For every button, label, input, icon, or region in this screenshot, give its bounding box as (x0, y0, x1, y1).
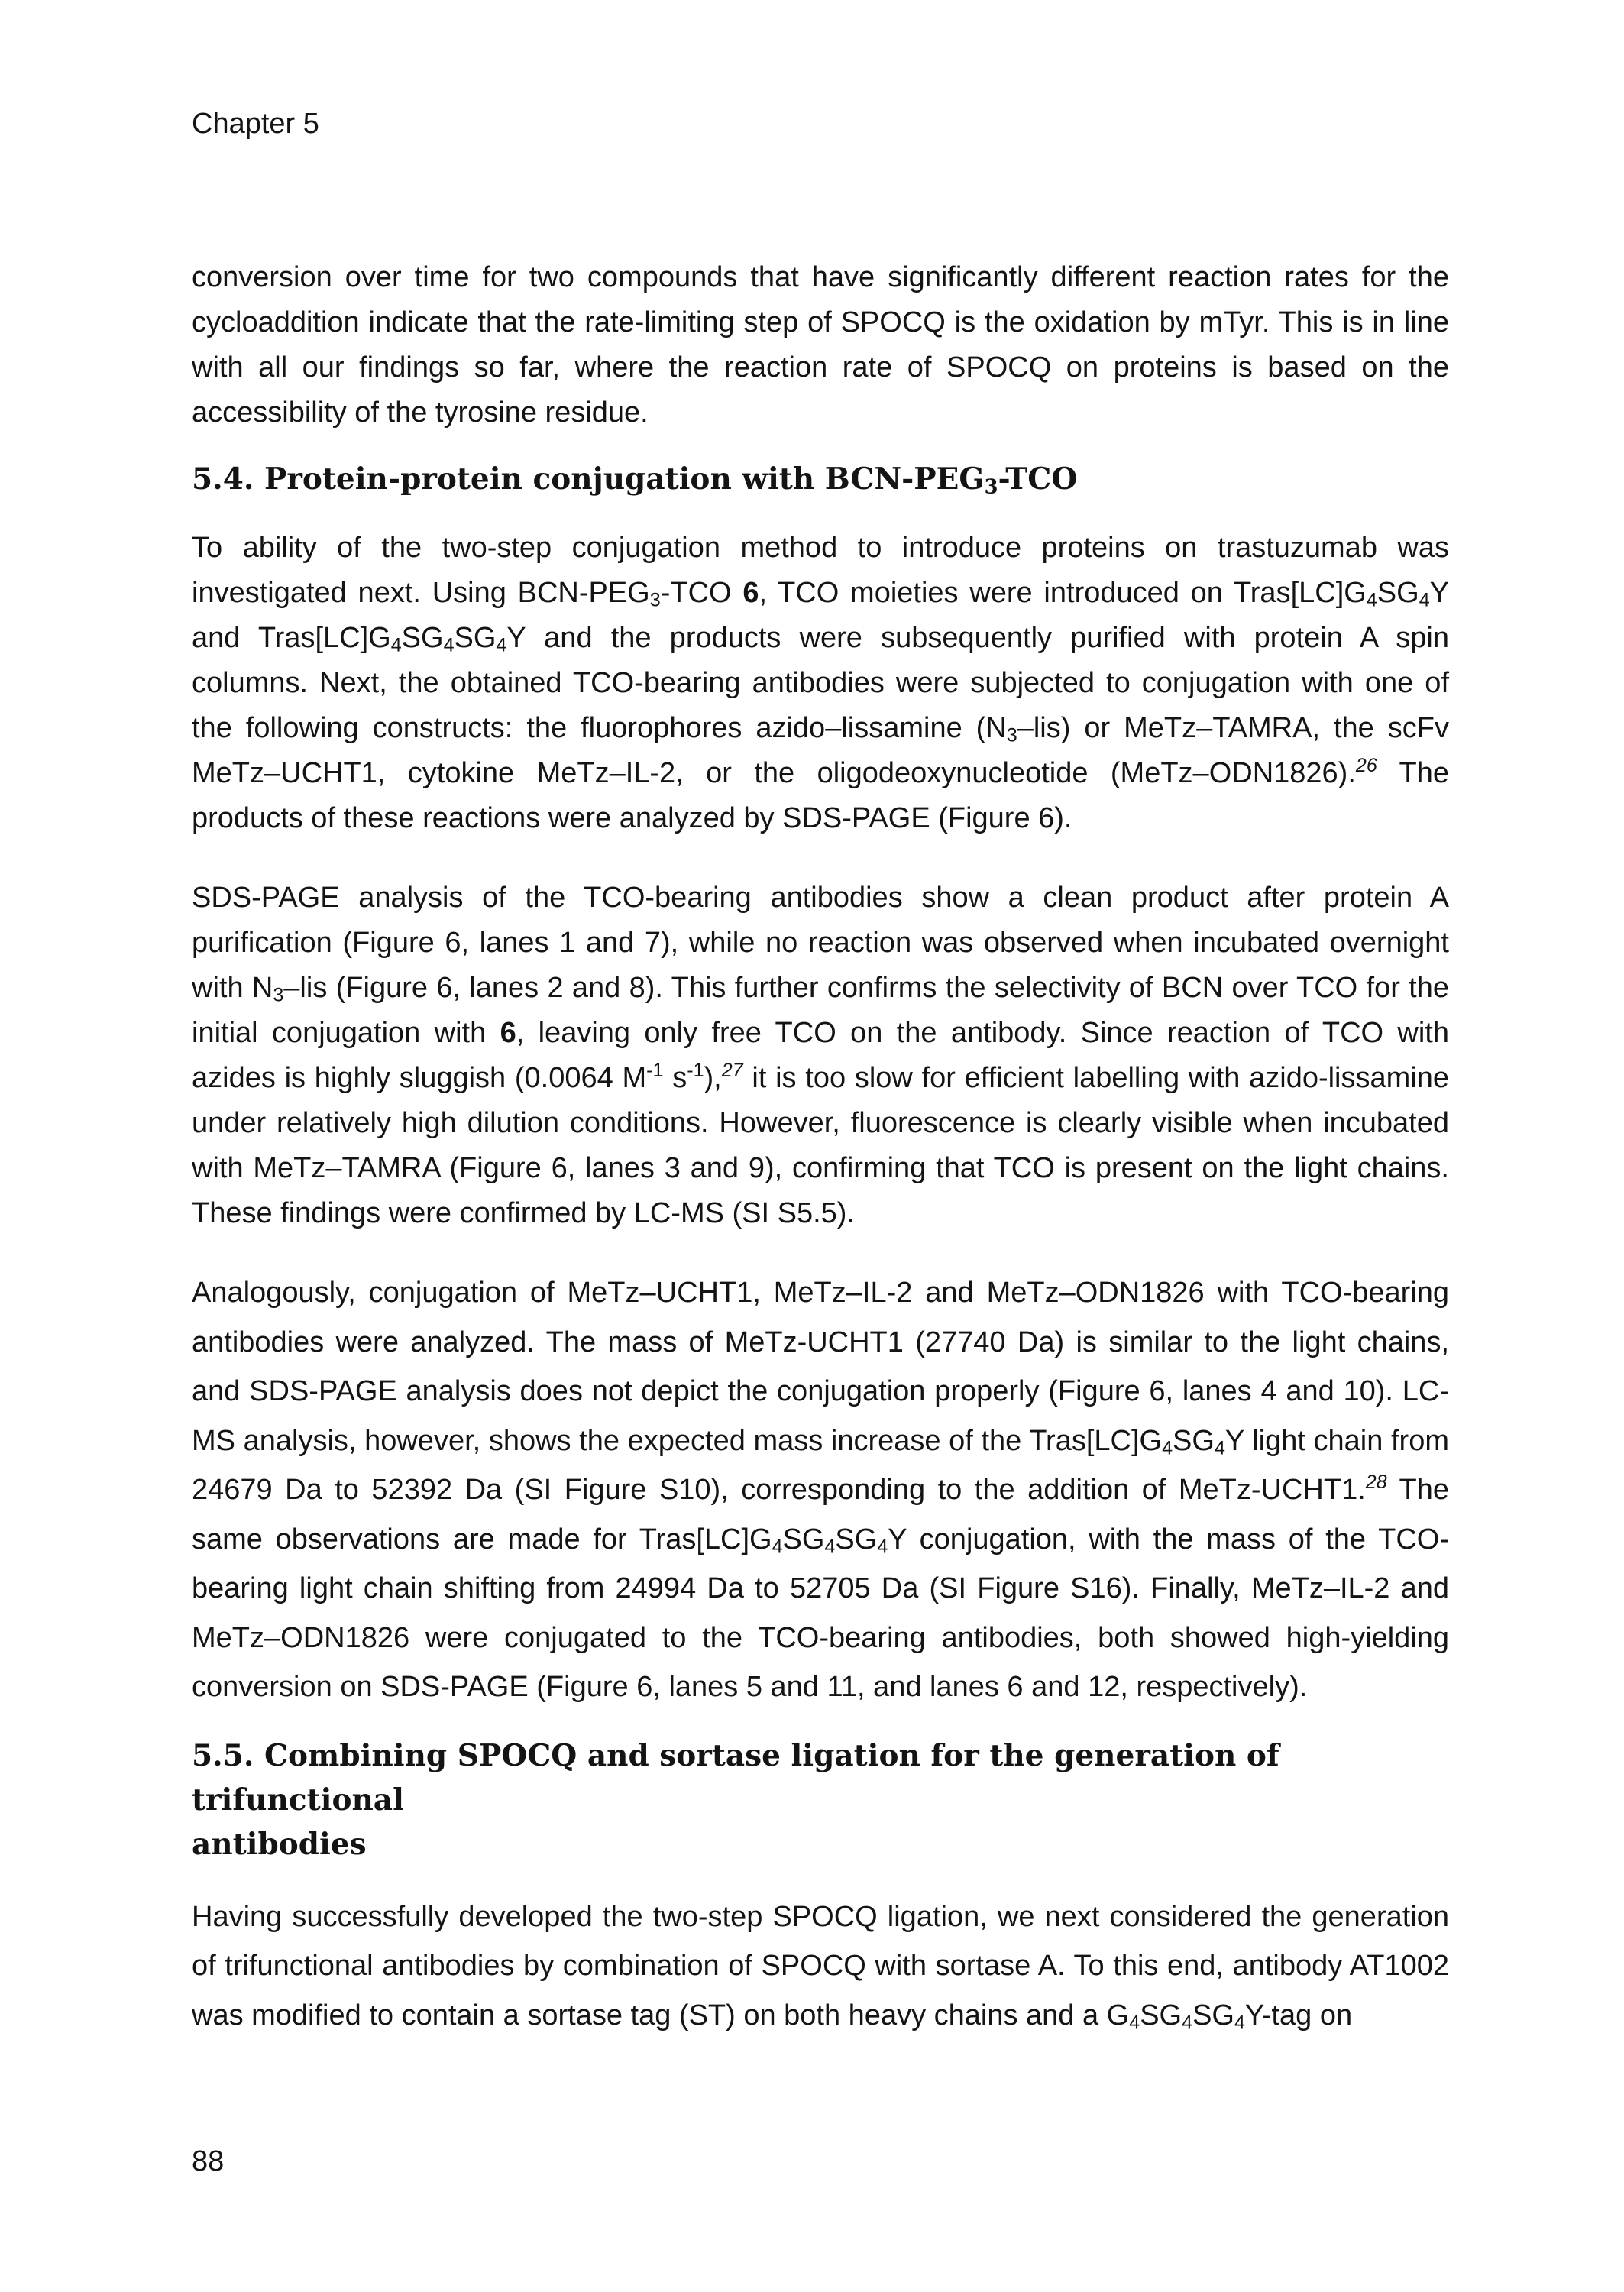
section-heading-5-5: 5.5. Combining SPOCQ and sortase ligation for the generation of trifunctional antibodies (192, 1737, 1279, 1862)
citation-28: 28 (1365, 1471, 1387, 1494)
page-number: 88 (192, 2145, 225, 2177)
citation-27: 27 (721, 1060, 743, 1082)
chapter-header: Chapter 5 (192, 108, 319, 140)
paragraph-trifunctional-antibodies: Having successfully developed the two-step SPOCQ ligation, we next considered the generation of trifunctional antibodies by combination of SPOCQ with sortase A. To this end, antibody AT1002 was modified to contain a sortase tag (ST) on both heavy chains and a $G_4SG_4SG_4Y$-tag on (192, 1900, 1449, 2034)
section-heading-5-4: 5.4. Protein-protein conjugation with BCN-$PEG_3$-TCO (192, 461, 1078, 499)
paragraph-sds-page-analysis: SDS-PAGE analysis of the TCO-bearing antibodies show a clean product after protein A purification (Figure 6, lanes 1 and 7), while no reaction was observed when incubated overnight with $N_3$–lis (Figure 6, lanes 2 and 8). This further confirms the selectivity of BCN over TCO for the initial conjugation with 6, leaving only free TCO on the antibody. Since reaction of TCO with azides is highly sluggish (0.0064 $M^{-1}$ $s^{-1}),^{27}$ it is too slow for efficient labelling with azido-lissamine under relatively high dilution conditions. However, fluorescence is clearly visible when incubated with MeTz–TAMRA (Figure 6, lanes 3 and 9), confirming that TCO is present on the light chains. These findings were confirmed by LC-MS (SI S5.5). (192, 882, 1450, 1229)
paragraph-analogous-conjugation: Analogously, conjugation of MeTz–UCHT1, MeTz–IL-2 and MeTz–ODN1826 with TCO-bearing antibodies were analyzed. The mass of MeTz-UCHT1 (27740 Da) is similar to the light chains, and SDS-PAGE analysis does not depict the conjugation properly (Figure 6, lanes 4 and 10). LC-MS analysis, however, shows the expected mass increase of the $Tras[LC]G_4SG_4Y$ light chain from 24679 Da to 52392 Da (SI Figure S10), corresponding to the addition of MeTz-UCHT1.28 The same observations are made for $Tras[LC]G_4SG_4SG_4Y$ conjugation, with the mass of the TCO-bearing light chain shifting from 24994 Da to 52705 Da (SI Figure S16). Finally, MeTz–IL-2 and MeTz–ODN1826 were conjugated to the TCO-bearing antibodies, both showed high-yielding conversion on SDS-PAGE (Figure 6, lanes 5 and 11, and lanes 6 and 12, respectively). (192, 1277, 1449, 1703)
paragraph-conversion-summary: conversion over time for two compounds that have significantly different reaction rates for the cycloaddition indicate that the rate-limiting step of SPOCQ is the oxidation by mTyr. This is in line with all our findings so far, where the reaction rate of SPOCQ on proteins is based on the accessibility of the tyrosine residue. (192, 261, 1449, 429)
page-content (192, 255, 1449, 2040)
citation-26: 26 (1355, 755, 1377, 777)
paragraph-two-step-conjugation: To ability of the two-step conjugation method to introduce proteins on trastuzumab was investigated next. Using BCN-$PEG_3$-TCO 6, TCO moieties were introduced on $Tras[LC]G_4SG_4Y$ and $Tras[LC]G_4SG_4SG_4Y$ and the products were subsequently purified with protein A spin columns. Next, the obtained TCO-bearing antibodies were subjected to conjugation with one of the following constructs: the fluorophores azido–lissamine $(N_3-lis)$ or MeTz–TAMRA, the scFv MeTz–UCHT1, cytokine MeTz–IL-2, or the oligodeoxynucleotide (MeTz–ODN1826).$^{26}$ The products of these reactions were analyzed by SDS-PAGE (Figure 6). (192, 532, 1449, 834)
